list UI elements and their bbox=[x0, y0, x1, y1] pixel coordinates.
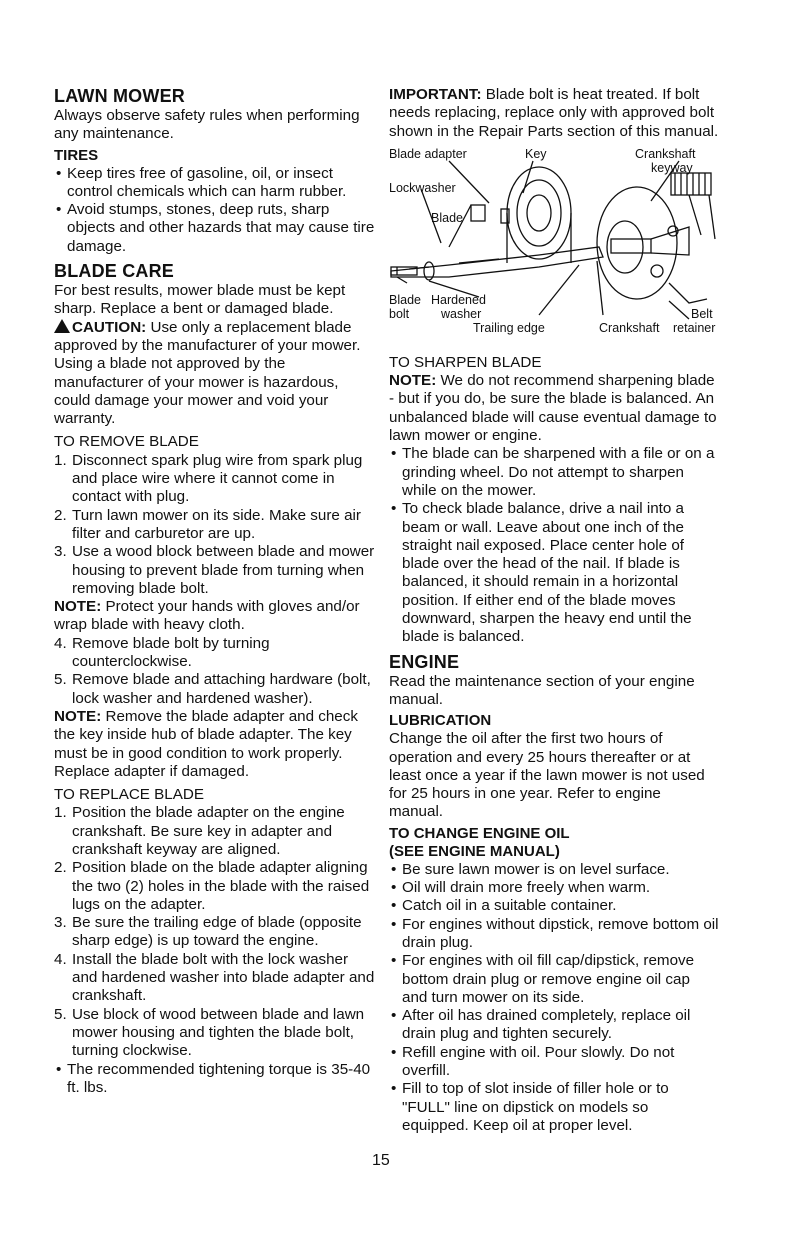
caution-paragraph bbox=[54, 319, 376, 429]
tires-heading: TIRES bbox=[54, 146, 99, 164]
hardened-washer-label-line2: washer bbox=[441, 306, 482, 321]
list-item: • The blade can be sharpened with a file or on a grinding wheel. Do not attempt to sharpen while on the mower. bbox=[391, 445, 715, 499]
engine-intro: Read the maintenance section of your engine manual. bbox=[389, 672, 695, 708]
list-item: • The recommended tightening torque is 35-40 ft. lbs. bbox=[56, 1060, 371, 1096]
left-column bbox=[54, 86, 376, 1097]
blade-label: Blade bbox=[431, 210, 463, 225]
important-paragraph: IMPORTANT: Blade bolt is heat treated. If bolt needs replacing, replace only with approved bolt shown in the Repair Parts section of this manual. bbox=[389, 86, 719, 140]
change-oil-heading-line2: (SEE ENGINE MANUAL) bbox=[389, 842, 560, 860]
replace-blade-steps bbox=[54, 804, 376, 1060]
torque-list bbox=[54, 1061, 376, 1098]
list-item: • For engines with oil fill cap/dipstick, remove bottom drain plug or remove engine oil cap and turn mower on its side. bbox=[391, 952, 695, 1006]
trailing-edge-label: Trailing edge bbox=[473, 320, 545, 335]
engine-heading: ENGINE bbox=[389, 651, 460, 672]
sharpen-list bbox=[389, 445, 719, 646]
right-column bbox=[389, 86, 719, 1135]
remove-blade-steps-a bbox=[54, 452, 376, 598]
lawn-mower-heading: LAWN MOWER bbox=[54, 86, 185, 106]
note-paragraph: NOTE: Protect your hands with gloves and/or wrap blade with heavy cloth. bbox=[54, 598, 360, 634]
crankshaft-label: Crankshaft bbox=[599, 320, 660, 335]
blade-bolt-label-line1: Blade bbox=[389, 292, 421, 307]
list-item: • For engines without dipstick, remove bottom oil drain plug. bbox=[391, 915, 719, 951]
warning-icon bbox=[54, 319, 70, 333]
lubrication-text: Change the oil after the first two hours of operation and every 25 hours thereafter or at least once a year if the lawn mower is not used for 25 hours in one year. Refer to engine manual. bbox=[389, 730, 705, 821]
change-oil-heading-line1: TO CHANGE ENGINE OIL bbox=[389, 824, 570, 842]
list-item: 5. Use block of wood between blade and lawn mower housing and tighten the blade bolt, turning clockwise. bbox=[54, 1005, 365, 1060]
crankshaft-keyway-label-line1: Crankshaft bbox=[635, 146, 696, 161]
remove-blade-steps-b bbox=[54, 635, 376, 708]
change-oil-list bbox=[389, 861, 719, 1135]
list-item: 3. Use a wood block between blade and mower housing to prevent blade from turning when removing blade bolt. bbox=[54, 543, 375, 597]
hardened-washer-label-line1: Hardened bbox=[431, 292, 486, 307]
list-item: 2. Turn lawn mower on its side. Make sure air filter and carburetor are up. bbox=[54, 506, 361, 542]
caution-text: Use only a replacement blade approved by the manufacturer of your mower. Using a blade not approved by the manufacturer of your mower is hazardous, could damage your mower and void your warranty. bbox=[54, 318, 361, 428]
list-item: 1. Disconnect spark plug wire from spark plug and place wire where it cannot come in contact with plug. bbox=[54, 451, 363, 506]
list-item: • Oil will drain more freely when warm. bbox=[391, 879, 651, 897]
blade-care-intro: For best results, mower blade must be kept sharp. Replace a bent or damaged blade. bbox=[54, 282, 346, 318]
key-label: Key bbox=[525, 146, 547, 161]
list-item: • Keep tires free of gasoline, oil, or insect control chemicals which can harm rubber. bbox=[56, 164, 347, 200]
belt-retainer-label-line2: retainer bbox=[673, 320, 716, 335]
list-item: • To check blade balance, drive a nail into a beam or wall. Leave about one inch of the straight nail exposed. Place center hole of blade over the head of the nail. If blade is balanced, it should remain in a horizontal position. If either end of the blade moves downward, sharpen the heavy end until the blade is balanced. bbox=[391, 500, 692, 646]
lubrication-heading: LUBRICATION bbox=[389, 712, 492, 730]
remove-blade-heading: TO REMOVE BLADE bbox=[54, 433, 199, 451]
blade-care-heading: BLADE CARE bbox=[54, 261, 175, 282]
note-paragraph: NOTE: We do not recommend sharpening blade - but if you do, be sure the blade is balanced. An unbalanced blade will cause eventual damage to lawn mower or engine. bbox=[389, 372, 717, 445]
list-item: 4. Install the blade bolt with the lock washer and hardened washer into blade adapter and crankshaft. bbox=[54, 950, 375, 1005]
page-number: 15 bbox=[372, 1152, 390, 1169]
list-item: • Be sure lawn mower is on level surface. bbox=[391, 860, 670, 878]
list-item: 2. Position blade on the blade adapter aligning the two (2) holes in the blade with the raised lugs on the adapter. bbox=[54, 859, 370, 913]
replace-blade-heading: TO REPLACE BLADE bbox=[54, 786, 204, 804]
list-item: 5. Remove blade and attaching hardware (bolt, lock washer and hardened washer). bbox=[54, 671, 371, 707]
blade-assembly-diagram bbox=[389, 143, 719, 349]
lawn-mower-intro: Always observe safety rules when performing any maintenance. bbox=[54, 107, 360, 143]
list-item: • After oil has drained completely, replace oil drain plug and tighten securely. bbox=[391, 1007, 691, 1043]
list-item: 1. Position the blade adapter on the engine crankshaft. Be sure key in adapter and crankshaft keyway are aligned. bbox=[54, 804, 345, 858]
list-item: • Avoid stumps, stones, deep ruts, sharp objects and other hazards that may cause tire damage. bbox=[56, 201, 375, 255]
list-item: 4. Remove blade bolt by turning counterclockwise. bbox=[54, 634, 270, 671]
list-item: • Catch oil in a suitable container. bbox=[391, 897, 617, 915]
note-paragraph: NOTE: Remove the blade adapter and check the key inside hub of blade adapter. The key must be in good condition to work properly. Replace adapter if damaged. bbox=[54, 707, 358, 780]
list-item: • Fill to top of slot inside of filler hole or to "FULL" line on dipstick on models so equipped. Keep oil at proper level. bbox=[391, 1080, 669, 1134]
blade-bolt-label-line2: bolt bbox=[389, 306, 410, 321]
sharpen-blade-heading: TO SHARPEN BLADE bbox=[389, 353, 542, 371]
caution-label: CAUTION: bbox=[72, 318, 147, 336]
lockwasher-label: Lockwasher bbox=[389, 180, 456, 195]
crankshaft-keyway-label-line2: keyway bbox=[651, 160, 693, 175]
blade-adapter-label: Blade adapter bbox=[389, 146, 467, 161]
belt-retainer-label-line1: Belt bbox=[691, 306, 713, 321]
list-item: • Refill engine with oil. Pour slowly. Do not overfill. bbox=[391, 1043, 675, 1079]
tires-list bbox=[54, 165, 376, 256]
list-item: 3. Be sure the trailing edge of blade (opposite sharp edge) is up toward the engine. bbox=[54, 914, 362, 950]
